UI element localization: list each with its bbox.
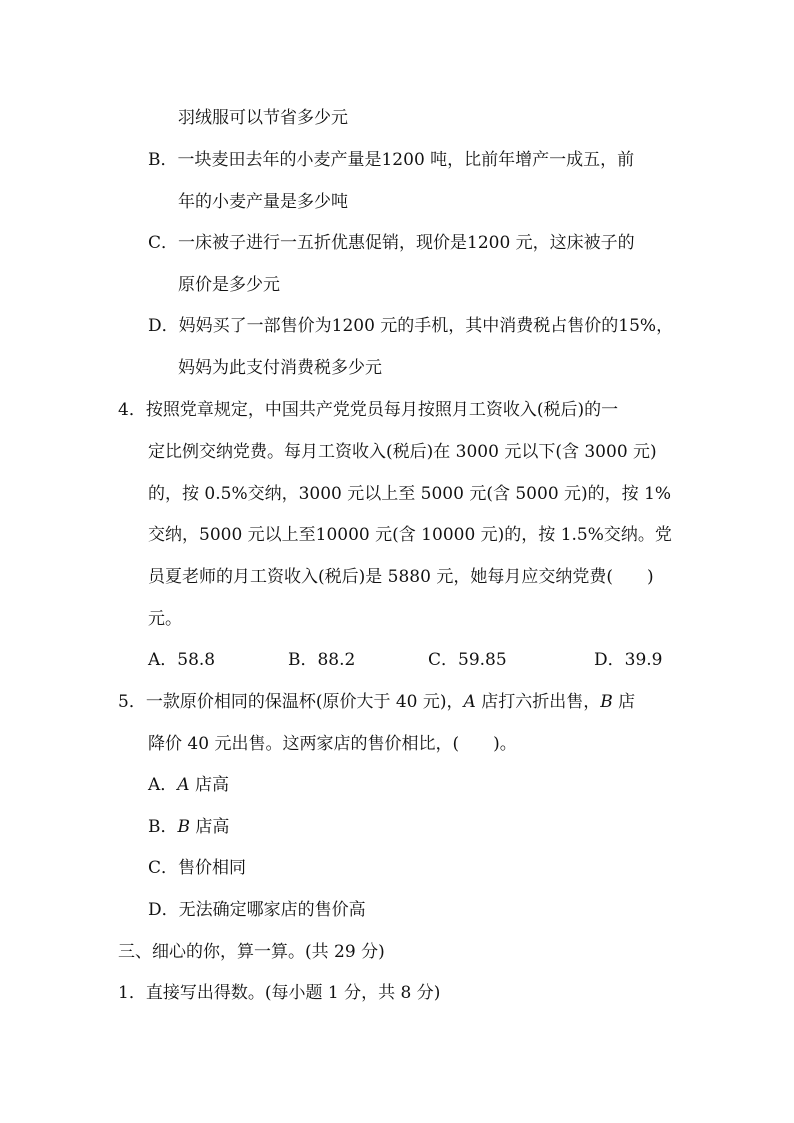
q5-line1-part-a: 5．一款原价相同的保温杯(原价大于 40 元)， [118, 692, 464, 712]
q5-option-b [148, 815, 229, 839]
q4-text-line4: 交纳，5000 元以上至10000 元(含 10000 元)的，按 1.5%交纳。党 [148, 525, 672, 545]
q4-text-line2: 定比例交纳党费。每月工资收入(税后)在 3000 元以下(含 3000 元) [148, 442, 657, 462]
q5-line1-part-b: 店打六折出售， [475, 692, 601, 712]
q5-option-b-text: 店高 [190, 817, 230, 837]
q5-option-a-letter: A [177, 775, 190, 795]
q4-option-a: A．58.8 [148, 650, 216, 670]
q3-option-d-line2: 妈妈为此支付消费税多少元 [178, 358, 382, 378]
q5-option-c: C．售价相同 [148, 858, 247, 878]
q4-option-b: B．88.2 [288, 650, 356, 670]
q4-option-c: C．59.85 [428, 650, 507, 670]
q5-option-b-letter: B [177, 817, 190, 837]
q5-option-a-text: 店高 [189, 775, 229, 795]
q5-option-a-prefix: A． [148, 775, 178, 795]
section-3-title: 三、细心的你，算一算。(共 29 分) [118, 942, 385, 962]
q5-store-a: A [463, 692, 476, 712]
q3-option-b-line2: 年的小麦产量是多少吨 [178, 192, 348, 212]
q3-option-c-line2: 原价是多少元 [178, 275, 280, 295]
q3-option-a-tail: 羽绒服可以节省多少元 [178, 108, 348, 128]
q3-option-b-line1: B．一块麦田去年的小麦产量是1200 吨，比前年增产一成五，前 [148, 150, 635, 170]
q5-line1-part-c: 店 [612, 692, 636, 712]
q4-text-line5: 员夏老师的月工资收入(税后)是 5880 元，她每月应交纳党费( ) [148, 567, 654, 587]
q4-option-d: D．39.9 [594, 650, 663, 670]
q4-text-line1: 4．按照党章规定，中国共产党党员每月按照月工资收入(税后)的一 [118, 400, 619, 420]
q5-text-line1 [118, 690, 635, 714]
section-3-question-1: 1．直接写出得数。(每小题 1 分，共 8 分) [118, 983, 441, 1003]
q5-option-d: D．无法确定哪家店的售价高 [148, 900, 366, 920]
q5-option-b-prefix: B． [148, 817, 178, 837]
q3-option-c-line1: C．一床被子进行一五折优惠促销，现价是1200 元，这床被子的 [148, 233, 635, 253]
q5-option-a [148, 773, 229, 797]
q4-text-line6: 元。 [148, 609, 182, 629]
q4-text-line3: 的，按 0.5%交纳，3000 元以上至 5000 元(含 5000 元)的，按 1% [148, 484, 672, 504]
q3-option-d-line1: D．妈妈买了一部售价为1200 元的手机，其中消费税占售价的15%， [148, 316, 674, 336]
q5-text-line2: 降价 40 元出售。这两家店的售价相比，( )。 [148, 734, 517, 754]
q5-store-b: B [600, 692, 613, 712]
